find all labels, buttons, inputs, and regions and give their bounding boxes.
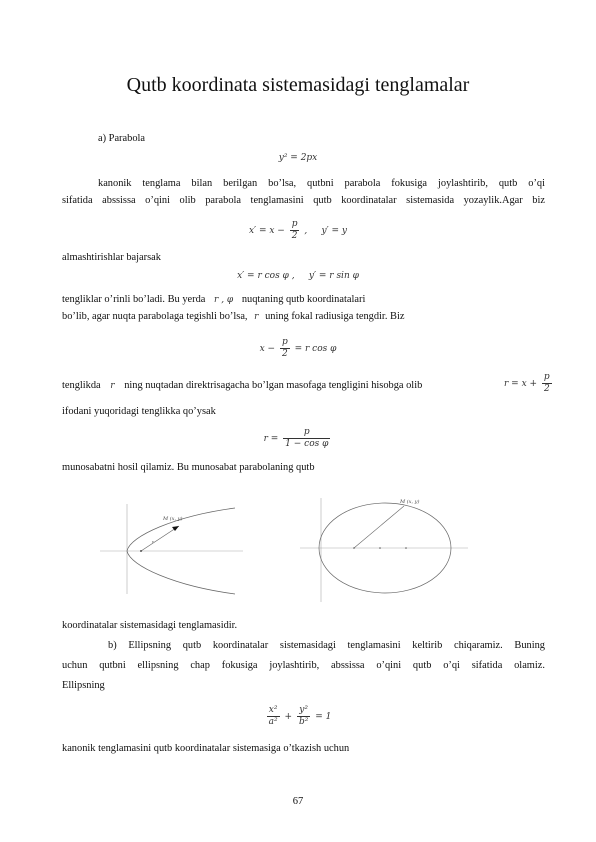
equation-focal — [0, 337, 596, 360]
paragraph-line — [62, 309, 404, 325]
fraction-denominator: 2 — [291, 231, 298, 241]
equation-substitution — [0, 219, 596, 242]
paragraph-line: uchun qutbni ellipsning chap fokusiga joylashtirib, abssissa o’qini qutb o’qi sifatida olamiz. — [62, 660, 545, 671]
eq-part: r = — [263, 434, 279, 444]
eq-part: = 1 — [315, 712, 332, 722]
eq-part: x − — [259, 344, 276, 354]
left-focus-point — [353, 547, 355, 549]
eq-part: , y′ = y — [304, 226, 347, 236]
fraction-numerator: p — [543, 372, 550, 382]
fraction — [283, 427, 330, 450]
paragraph-line: Ellipsning — [62, 680, 105, 691]
text-part: ning nuqtadan direktrisagacha bo’lgan masofaga tengligini hisobga olib — [124, 380, 423, 391]
text-part: bo’lib, agar nuqta parabolaga tegishli bo’lsa, — [62, 311, 248, 322]
focus-point — [140, 550, 142, 552]
equation-parabola-canonical: y² = 2px — [278, 153, 318, 163]
right-focus-point — [405, 547, 407, 549]
inline-math: r — [110, 381, 115, 391]
fraction — [290, 219, 300, 242]
fraction — [542, 372, 552, 395]
eq-part: x′ = x − — [248, 226, 285, 236]
inline-math: r — [254, 312, 259, 322]
center-point — [379, 547, 381, 549]
radius-label: r — [152, 539, 154, 544]
focal-radius-line — [141, 526, 179, 551]
fraction — [280, 337, 290, 360]
paragraph-line — [62, 292, 365, 308]
fraction — [267, 705, 280, 728]
eq-part: + — [284, 712, 293, 722]
parabola-figure — [95, 496, 245, 596]
fraction-denominator: 1 − cos φ — [285, 439, 329, 449]
eq-part: = r cos φ — [294, 344, 337, 354]
fraction-numerator: p — [291, 219, 298, 229]
paragraph-line: kanonik tenglama bilan berilgan bo’lsa, qutbni parabola fokusiga joylashtirib, qutb o’qi — [98, 178, 545, 189]
fraction-numerator: y² — [297, 705, 310, 717]
equation-parabola-polar — [0, 427, 596, 450]
paragraph-line: koordinatalar sistemasidagi tenglamasidir. — [62, 620, 238, 631]
eq-part: r = x + — [504, 379, 538, 389]
paragraph-line: ifodani yuqoridagi tenglikka qo’ysak — [62, 406, 216, 417]
point-label: M (x, y) — [400, 499, 420, 505]
text-part: nuqtaning qutb koordinatalari — [241, 294, 366, 305]
fraction-numerator: p — [283, 427, 330, 439]
focal-radius-line — [354, 506, 404, 548]
ellipse-figure — [300, 492, 470, 604]
inline-equation-r — [504, 372, 554, 395]
page-title: Qutb koordinata sistemasidagi tenglamalar — [126, 74, 470, 96]
fraction-denominator: 2 — [281, 349, 288, 359]
paragraph-line — [62, 378, 480, 394]
section-label-parabola: a) Parabola — [98, 133, 146, 144]
equation-polar-substitution: x′ = r cos φ , y′ = r sin φ — [237, 271, 359, 281]
fraction — [297, 705, 310, 728]
text-part: tenglikda — [62, 380, 101, 391]
fraction-denominator: 2 — [543, 384, 550, 394]
paragraph-line: almashtirishlar bajarsak — [62, 252, 161, 263]
point-label: M (x, y) — [163, 516, 183, 522]
paragraph-line: kanonik tenglamasini qutb koordinatalar sistemasiga o’tkazish uchun — [62, 743, 350, 754]
paragraph-line: sifatida abssissa o’qini olib parabola tenglamasini qutb koordinatalar sistemasida yozaylik.Agar biz — [62, 195, 545, 206]
paragraph-line: b) Ellipsning qutb koordinatalar sistemasidagi tenglamasini keltirib chiqaramiz. Buning — [108, 640, 545, 651]
fraction-denominator: b² — [298, 717, 309, 727]
fraction-numerator: p — [281, 337, 288, 347]
page-number: 67 — [292, 796, 304, 807]
text-part: uning fokal radiusiga tengdir. Biz — [265, 311, 405, 322]
inline-math: r , φ — [214, 295, 234, 305]
paragraph-line: munosabatni hosil qilamiz. Bu munosabat parabolaning qutb — [62, 462, 315, 473]
fraction-numerator: x² — [267, 705, 280, 717]
text-part: tengliklar o’rinli bo’ladi. Bu yerda — [62, 294, 206, 305]
equation-ellipse-canonical — [0, 705, 596, 728]
fraction-denominator: a² — [268, 717, 278, 727]
